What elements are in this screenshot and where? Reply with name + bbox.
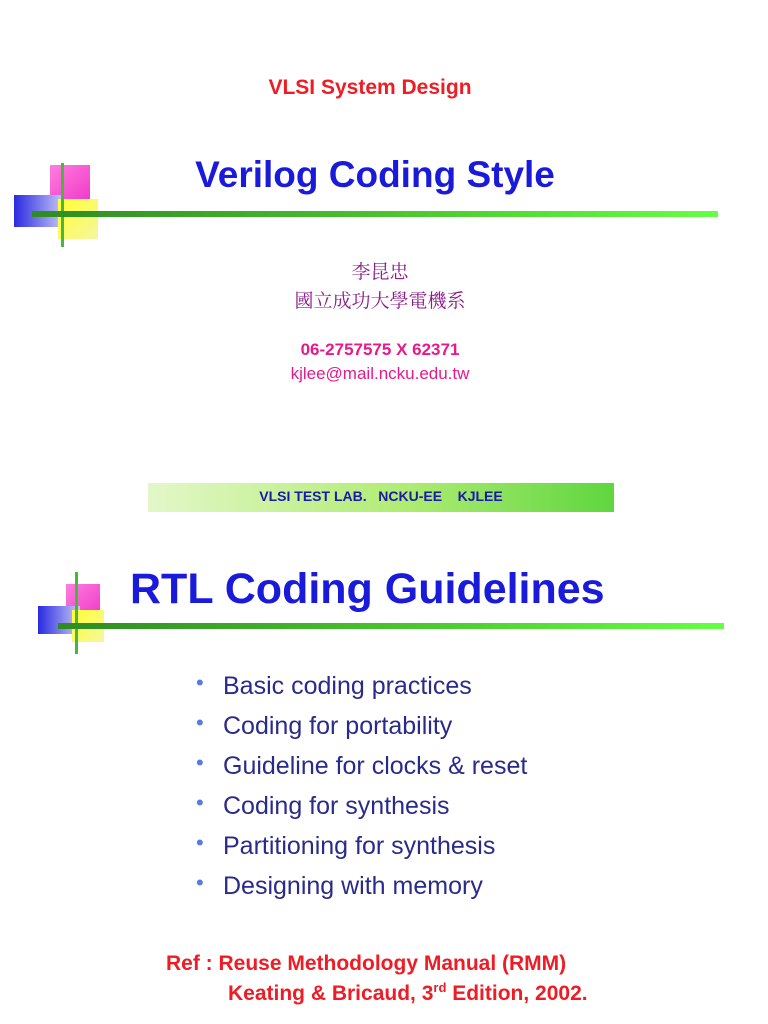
list-item-label: Designing with memory xyxy=(223,872,483,900)
slide-title: RTL Coding Guidelines xyxy=(130,565,605,613)
slide-title: Verilog Coding Style xyxy=(195,154,555,195)
green-horizontal-line xyxy=(32,211,718,217)
green-vertical-line xyxy=(75,572,78,654)
green-horizontal-line xyxy=(58,623,724,629)
author-department: 國立成功大學電機系 xyxy=(294,290,466,312)
bullet-icon: • xyxy=(196,750,204,775)
bullet-icon: • xyxy=(196,870,204,895)
author-phone: 06-2757575 X 62371 xyxy=(300,340,460,359)
reference-authors: Keating & Bricaud, 3 xyxy=(228,982,434,1005)
reference-edition: Edition, 2002. xyxy=(446,982,588,1005)
footer-text: VLSI TEST LAB. NCKU-EE KJLEE xyxy=(259,488,503,504)
reference-line-2 xyxy=(228,982,588,1006)
list-item xyxy=(196,752,527,792)
bullet-icon: • xyxy=(196,790,204,815)
guideline-list xyxy=(196,672,527,912)
bullet-icon: • xyxy=(196,710,204,735)
list-item xyxy=(196,832,527,872)
list-item-label: Coding for portability xyxy=(223,712,453,740)
list-item-label: Coding for synthesis xyxy=(223,792,450,820)
list-item-label: Basic coding practices xyxy=(223,672,472,700)
author-name: 李昆忠 xyxy=(351,261,409,283)
list-item-label: Partitioning for synthesis xyxy=(223,832,496,860)
list-item xyxy=(196,872,527,912)
reference-line-1: Ref : Reuse Methodology Manual (RMM) xyxy=(166,952,567,975)
guidelines-slide xyxy=(0,512,768,1024)
list-item xyxy=(196,712,527,752)
list-item-label: Guideline for clocks & reset xyxy=(223,752,528,780)
list-item xyxy=(196,672,527,712)
bullet-icon: • xyxy=(196,830,204,855)
author-email: kjlee@mail.ncku.edu.tw xyxy=(290,364,470,383)
bullet-icon: • xyxy=(196,670,204,695)
course-name: VLSI System Design xyxy=(268,76,472,99)
ordinal-suffix: rd xyxy=(433,980,447,995)
list-item xyxy=(196,792,527,832)
footer-banner xyxy=(148,483,614,512)
